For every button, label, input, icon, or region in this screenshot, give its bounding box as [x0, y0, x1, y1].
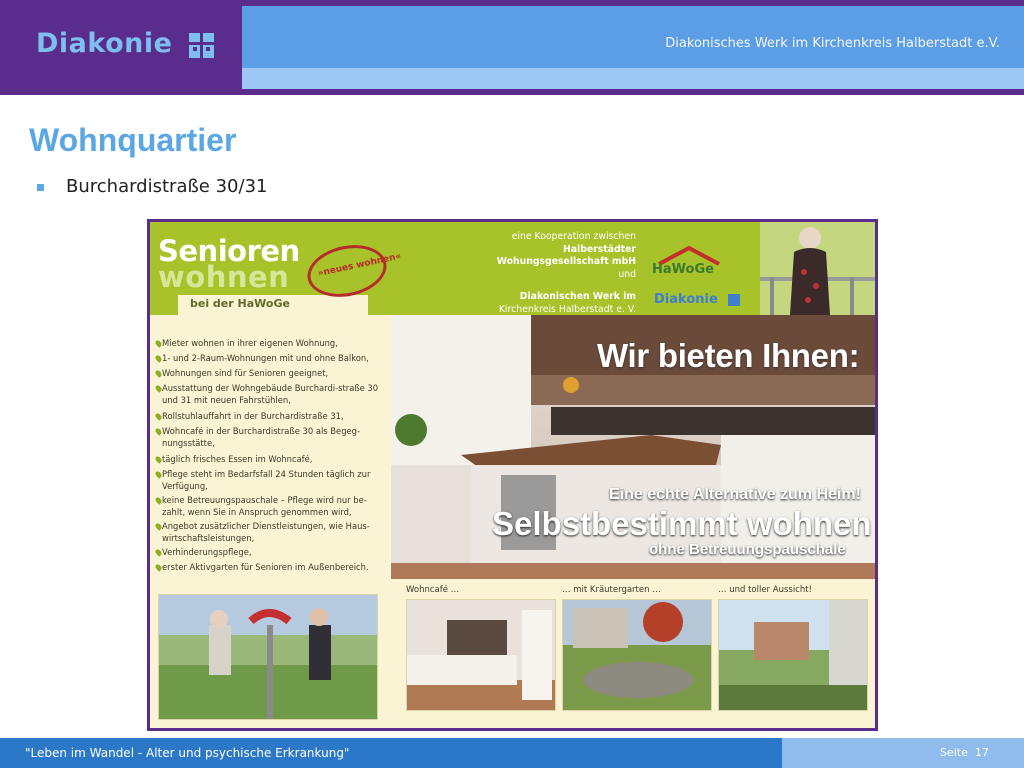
coop-line5: Kirchenkreis Halberstadt e. V.: [498, 303, 636, 315]
stamp-text: »neues wohnen«: [316, 251, 403, 279]
feature-item: Ausstattung der Wohngebäude Burchardi-straße 30 und 31 mit neuen Fahrstühlen,: [162, 382, 384, 406]
page-label: Seite: [940, 746, 968, 759]
logo-panel: [0, 6, 242, 90]
flyer-slogan-sub: ohne Betreuungspauschale: [649, 541, 846, 558]
diakonie-small-logo: Diakonie: [654, 292, 718, 307]
feature-item: Pflege steht im Bedarfsfall 24 Stunden täglich zur Verfügung,: [162, 468, 384, 492]
bullet-text: Burchardistraße 30/31: [66, 176, 268, 197]
woman-on-equipment-photo: [760, 222, 875, 315]
flyer-title-line2: wohnen: [158, 260, 290, 294]
feature-item: erster Aktivgarten für Senioren im Außenbereich.: [162, 561, 384, 573]
coop-line2: Halberstädter Wohungsgesellschaft mbH: [496, 243, 636, 267]
page-number: [940, 746, 989, 759]
cooperation-text: [450, 231, 636, 316]
organization-name: Diakonisches Werk im Kirchenkreis Halberstadt e.V.: [665, 36, 1000, 51]
coop-line3: und: [618, 268, 636, 280]
header-band-light: [242, 68, 1024, 90]
feature-item: Wohnungen sind für Senioren geeignet,: [162, 367, 384, 379]
caption-aussicht: … und toller Aussicht!: [718, 585, 812, 595]
feature-item: Rollstuhlauffahrt in der Burchardistraße 31,: [162, 410, 384, 422]
view-photo: [718, 599, 868, 711]
header-divider: [0, 89, 1024, 95]
herb-garden-photo: [562, 599, 712, 711]
features-column: [150, 315, 391, 579]
hawoge-name: HaWoGe: [652, 262, 714, 277]
flyer-subtitle: bei der HaWoGe: [190, 297, 290, 310]
flyer-bottom-row: [150, 579, 875, 728]
feature-item: Verhinderungspflege,: [162, 546, 384, 558]
caption-wohncafe: Wohncafé …: [406, 585, 460, 595]
flyer-header-band: [150, 222, 875, 315]
feature-item: Mieter wohnen in ihrer eigenen Wohnung,: [162, 337, 384, 349]
flyer-image: [147, 219, 878, 731]
feature-item: 1- und 2-Raum-Wohnungen mit und ohne Balkon,: [162, 352, 384, 364]
flyer-title-line1: Senioren: [158, 234, 300, 268]
diakonie-logo: Diakonie: [36, 28, 173, 59]
feature-item: täglich frisches Essen im Wohncafé,: [162, 453, 384, 465]
kitchen-photo: [391, 315, 875, 579]
feature-item: Wohncafé in der Burchardistraße 30 als Begeg-nungsstätte,: [162, 425, 384, 449]
feature-item: keine Betreuungspauschale – Pflege wird nur be-zahlt, wenn Sie in Anspruch genommen wird,: [162, 494, 384, 518]
page-title: Wohnquartier: [29, 122, 237, 158]
caption-kraeutergarten: … mit Kräutergarten …: [562, 585, 661, 595]
coop-line4: Diakonischen Werk im: [519, 291, 636, 302]
wohncafe-photo: [406, 599, 556, 711]
flyer-headline: Wir bieten Ihnen:: [597, 337, 860, 374]
diakonie-small-cross-icon: [728, 294, 740, 306]
coop-line1: eine Kooperation zwischen: [511, 231, 636, 242]
feature-item: Angebot zusätzlicher Dienstleistungen, wie Haus-wirtschaftsleistungen,: [162, 520, 384, 544]
garden-equipment-photo: [158, 594, 378, 720]
flyer-slogan: Selbstbestimmt wohnen: [492, 505, 872, 542]
page-number-value: 17: [974, 746, 989, 759]
diakonie-cross-icon: [189, 33, 214, 58]
flyer-alternative-text: Eine echte Alternative zum Heim!: [609, 486, 861, 503]
stamp: [303, 238, 403, 304]
footer-text: "Leben im Wandel - Alter und psychische Erkrankung": [25, 746, 350, 760]
bullet-square-icon: [37, 184, 44, 191]
